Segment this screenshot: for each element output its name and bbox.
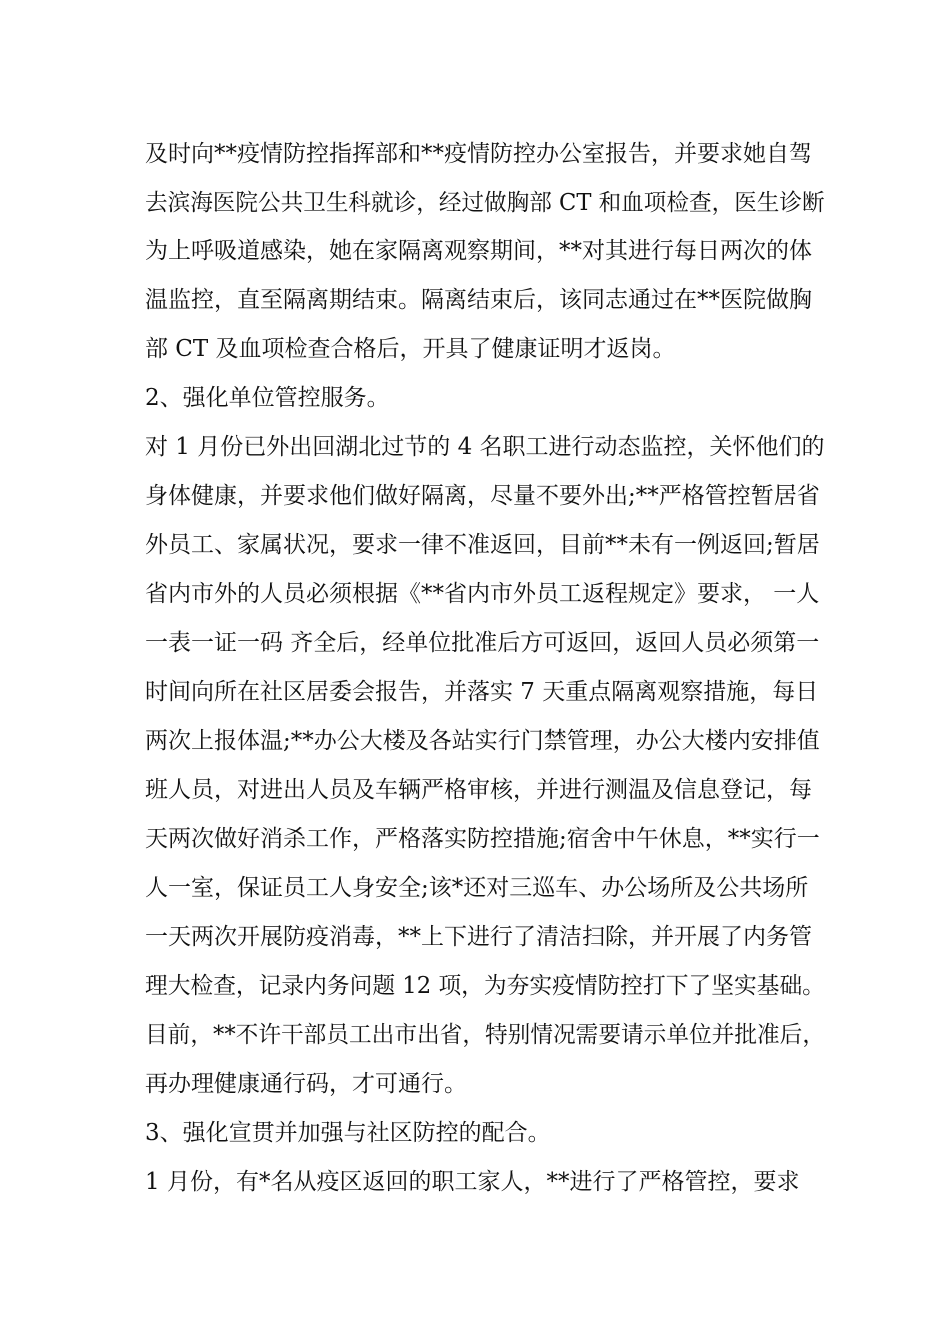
text-line: 再办理健康通行码，才可通行。 (145, 1071, 467, 1097)
text-line: 班人员，对进出人员及车辆严格审核，并进行测温及信息登记，每 (145, 777, 812, 803)
text-line: 及时向**疫情防控指挥部和**疫情防控办公室报告，并要求她自驾 (145, 141, 812, 167)
text-line: 部 CT 及血项检查合格后，开具了健康证明才返岗。 (145, 336, 676, 362)
text-line: 身体健康，并要求他们做好隔离，尽量不要外出;**严格管控暂居省 (145, 483, 820, 509)
text-line: 目前，**不许干部员工出市出省，特别情况需要请示单位并批准后， (145, 1022, 825, 1048)
text-line: 理大检查，记录内务问题 12 项，为夯实疫情防控打下了坚实基础。 (145, 973, 825, 999)
text-line: 1 月份，有*名从疫区返回的职工家人，**进行了严格管控，要求 (145, 1169, 800, 1195)
text-line: 省内市外的人员必须根据《**省内市外员工返程规定》要求， 一人 (145, 581, 820, 607)
text-line: 两次上报体温;**办公大楼及各站实行门禁管理，办公大楼内安排值 (145, 728, 820, 754)
text-line: 人一室，保证员工人身安全;该*还对三巡车、办公场所及公共场所 (145, 875, 809, 901)
text-line: 对 1 月份已外出回湖北过节的 4 名职工进行动态监控，关怀他们的 (145, 434, 825, 460)
section-heading: 2、强化单位管控服务。 (145, 385, 390, 411)
text-line: 外员工、家属状况，要求一律不准返回，目前**未有一例返回;暂居 (145, 532, 820, 558)
text-line: 时间向所在社区居委会报告，并落实 7 天重点隔离观察措施，每日 (145, 679, 819, 705)
text-line: 温监控，直至隔离期结束。隔离结束后，该同志通过在**医院做胸 (145, 287, 812, 313)
text-line: 天两次做好消杀工作，严格落实防控措施;宿舍中午休息，**实行一 (145, 826, 820, 852)
text-line: 去滨海医院公共卫生科就诊，经过做胸部 CT 和血项检查，医生诊断 (145, 190, 825, 216)
section-heading: 3、强化宣贯并加强与社区防控的配合。 (145, 1120, 551, 1146)
text-line: 为上呼吸道感染，她在家隔离观察期间，**对其进行每日两次的体 (145, 238, 812, 264)
text-line: 一天两次开展防疫消毒，**上下进行了清洁扫除，并开展了内务管 (145, 924, 812, 950)
text-line: 一表一证一码 齐全后，经单位批准后方可返回，返回人员必须第一 (145, 630, 820, 656)
